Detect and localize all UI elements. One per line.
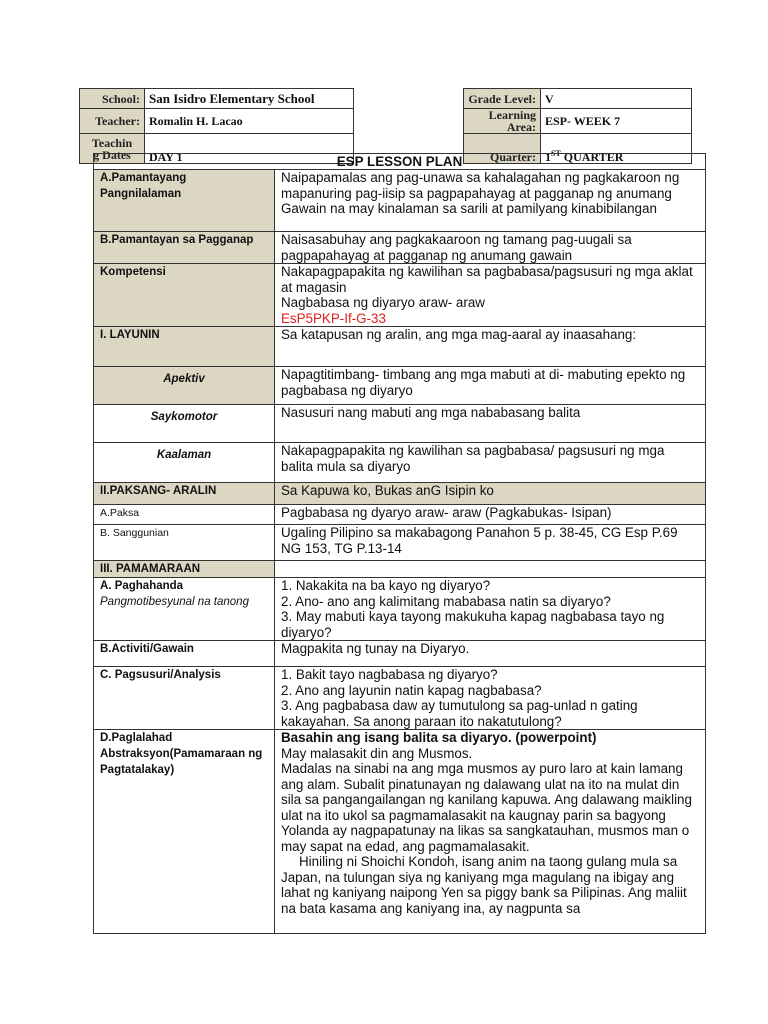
apektiv-label: Apektiv xyxy=(94,367,275,405)
grade-level-label: Grade Level: xyxy=(464,89,541,109)
pamantayan-pagganap-text: Naisasabuhay ang pagkakaaroon ng tamang pag-uugali sa pagpapahayag at pagganap ng anumang gawain xyxy=(275,232,706,264)
grade-level-value: V xyxy=(541,89,692,109)
kaalaman-text: Nakapagpapakita ng kawilihan sa pagbabasa/ pagsusuri ng mga balita mula sa diyaryo xyxy=(275,443,706,483)
paksang-aralin-label: II.PAKSANG- ARALIN xyxy=(94,483,275,505)
activiti-label: B.Activiti/Gawain xyxy=(94,641,275,667)
teaching-dates-label: Teachin g Dates xyxy=(80,134,145,164)
lesson-plan-title: ESP LESSON PLAN xyxy=(94,154,706,170)
pamantayang-nilalaman-text: Naipapamalas ang pag-unawa sa kahalagahan ng pagkakaroon ng mapanuring pag-iisip sa pagpapahayag at pagganap ng anumang Gawain na may kinalaman sa sarili at pamilyang kinabibilangan xyxy=(275,170,706,232)
paghahanda-label: A. Paghahanda Pangmotibesyunal na tanong xyxy=(94,578,275,641)
sanggunian-label: B. Sanggunian xyxy=(94,525,275,561)
paglalahad-text: Basahin ang isang balita sa diyaryo. (powerpoint) May malasakit din ang Musmos. Madalas na sinabi na ang mga musmos ay puro laro at kain lamang ang alam. Subalit pinatunayan ng dalawang ulat na ito na mulat din sila sa pangangailangan ng kanilang kapuwa. Ang dalawang maikling ulat na ito ukol sa pagmamalasakit na kaugnay parin sa bagyong Yolanda ay nagpapatunay na likas sa sangkatauhan, musmos man o may sapat na edad, ang pagmamalasakit. Hiniling ni Shoichi Kondoh, isang anim na taong gulang mula sa Japan, na tulungan siya ng kaniyang mga magulang na ibigay ang lahat ng kaniyang naipong Yen sa piggy bank sa Pilipinas. Ang maliit na bata kasama ang kaniyang ina, ay nagpunta sa xyxy=(275,730,706,934)
school-label: School: xyxy=(80,89,145,109)
kompetensi-label: Kompetensi xyxy=(94,264,275,327)
paksa-label: A.Paksa xyxy=(94,505,275,525)
teacher-label: Teacher: xyxy=(80,109,145,134)
pagsusuri-label: C. Pagsusuri/Analysis xyxy=(94,667,275,730)
learning-area-label: Learning Area: xyxy=(464,109,541,134)
activiti-text: Magpakita ng tunay na Diyaryo. xyxy=(275,641,706,667)
paksa-text: Pagbabasa ng dyaryo araw- araw (Pagkabukas- Isipan) xyxy=(275,505,706,525)
quarter-value: 1ST QUARTER xyxy=(541,134,692,164)
pagsusuri-questions: 1. Bakit tayo nagbabasa ng diyaryo? 2. Ano ang layunin natin kapag nagbabasa? 3. Ang pagbabasa daw ay tumutulong sa pag-unlad n gating kakayahan. Sa anong paraan ito nakatutulong? xyxy=(275,667,706,730)
competency-code: EsP5PKP-If-G-33 xyxy=(281,310,386,326)
layunin-text: Sa katapusan ng aralin, ang mga mag-aaral ay inaasahang: xyxy=(275,327,706,367)
pamamaraan-label: III. PAMAMARAAN xyxy=(94,561,275,578)
kaalaman-label: Kaalaman xyxy=(94,443,275,483)
pamantayan-pagganap-label: B.Pamantayan sa Pagganap xyxy=(94,232,275,264)
school-value: San Isidro Elementary School xyxy=(145,89,354,109)
paglalahad-label: D.Paglalahad Abstraksyon(Pamamaraan ng Pagtatalakay) xyxy=(94,730,275,934)
pamamaraan-empty xyxy=(275,561,706,578)
quarter-label: Quarter: xyxy=(464,134,541,164)
saykomotor-text: Nasusuri nang mabuti ang mga nababasang balita xyxy=(275,405,706,443)
learning-area-value: ESP- WEEK 7 xyxy=(541,109,692,134)
layunin-label: I. LAYUNIN xyxy=(94,327,275,367)
paghahanda-questions: 1. Nakakita na ba kayo ng diyaryo? 2. Ano- ano ang kalimitang mababasa natin sa diyaryo? 3. May mabuti kaya tayong makukuha kapag nagbabasa tayo ng diyaryo? xyxy=(275,578,706,641)
saykomotor-label: Saykomotor xyxy=(94,405,275,443)
apektiv-text: Napagtitimbang- timbang ang mga mabuti at di- mabuting epekto ng pagbabasa ng diyaryo xyxy=(275,367,706,405)
sanggunian-text: Ugaling Pilipino sa makabagong Panahon 5 p. 38-45, CG Esp P.69 NG 153, TG P.13-14 xyxy=(275,525,706,561)
teaching-dates-value: DAY 1 xyxy=(145,134,354,164)
lesson-plan-table xyxy=(93,153,706,934)
teacher-value: Romalin H. Lacao xyxy=(145,109,354,134)
paksang-aralin-text: Sa Kapuwa ko, Bukas anG Isipin ko xyxy=(275,483,706,505)
kompetensi-text: Nakapagpapakita ng kawilihan sa pagbabasa/pagsusuri ng mga aklat at magasin Nagbabasa ng diyaryo araw- araw EsP5PKP-If-G-33 xyxy=(275,264,706,327)
pamantayang-nilalaman-label: A.Pamantayang Pangnilalaman xyxy=(94,170,275,232)
